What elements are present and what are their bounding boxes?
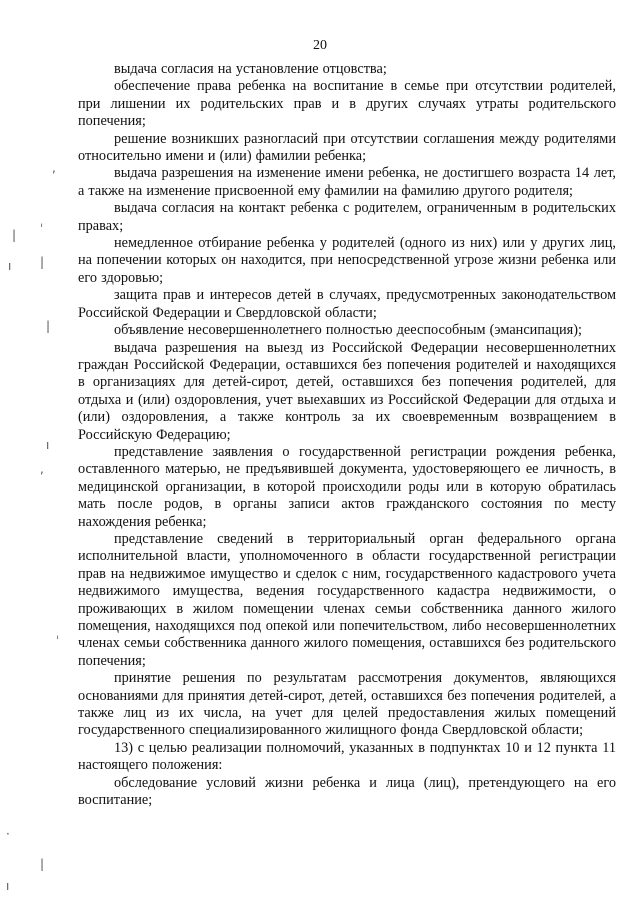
margin-mark: |: [12, 228, 17, 242]
document-body: [78, 61, 616, 809]
paragraph: защита прав и интересов детей в случаях, предусмотренных законодательством Российской Федерации и Свердловской области;: [78, 287, 616, 321]
margin-mark: ,: [40, 462, 44, 476]
margin-mark: ,: [52, 161, 56, 175]
paragraph: 13) с целью реализации полномочий, указанных в подпунктах 10 и 12 пункта 11 настоящего положения:: [78, 739, 616, 774]
margin-mark: ˌ: [56, 626, 60, 640]
margin-mark: ı: [46, 438, 50, 452]
paragraph: объявление несовершеннолетнего полностью дееспособным (эмансипация);: [114, 322, 582, 339]
margin-mark: |: [40, 857, 45, 871]
paragraph: решение возникших разногласий при отсутствии соглашения между родителями относительно имени и (или) фамилии ребенка;: [78, 130, 616, 165]
paragraph: принятие решения по результатам рассмотрения документов, являющихся основаниями для принятия детей-сирот, детей, оставшихся без попечения родителей, а также лиц из их числа, на учет для целей предоставления жилых помещений государственного специализированного жилищного фонда Свердловской области;: [78, 670, 616, 739]
paragraph: выдача согласия на контакт ребенка с родителем, ограниченным в родительских правах;: [78, 200, 616, 234]
margin-mark: ı: [6, 879, 10, 893]
margin-mark: ı: [8, 259, 12, 273]
margin-mark: ·: [6, 827, 10, 841]
paragraph: представление сведений в территориальный орган федерального органа исполнительной власти, уполномоченного в области государственной регистрации прав на недвижимое имущество и сделок с ним, государственного кадастрового учета недвижимого имущества, ведения государственного кадастра недвижимости, о проживающих в жилом помещении членах семьи собственника данного жилого помещения, находящихся под опекой или попечительством, либо несовершеннолетних членах семьи собственника данного жилого помещения, оставшихся без родительского попечения;: [78, 530, 616, 669]
margin-mark: |: [40, 255, 45, 269]
paragraph: немедленное отбирание ребенка у родителей (одного из них) или у других лиц, на попечении которых он находится, при непосредственной угрозе жизни ребенка или его здоровью;: [78, 235, 616, 286]
margin-mark: |: [46, 319, 51, 333]
paragraph: выдача разрешения на изменение имени ребенка, не достигшего возраста 14 лет, а также на изменение присвоенной ему фамилии на фамилию другого родителя;: [78, 165, 616, 199]
paragraph: выдача согласия на установление отцовства;: [114, 61, 387, 77]
paragraph: обеспечение права ребенка на воспитание в семье при отсутствии родителей, при лишении их родительских прав и в других случаях утраты родительского попечения;: [78, 78, 616, 130]
paragraph: обследование условий жизни ребенка и лица (лиц), претендующего на его воспитание;: [78, 774, 616, 809]
paragraph: представление заявления о государственной регистрации рождения ребенка, оставленного матерью, не предъявившей документа, удостоверяющего ее личность, в медицинской организации, в которой происходили роды или в которую обратилась мать после родов, в органы записи актов гражданского состояния по месту нахождения ребенка;: [78, 443, 616, 530]
margin-mark: ˌ: [40, 214, 44, 228]
page-number: 20: [313, 38, 327, 53]
paragraph: выдача разрешения на выезд из Российской Федерации несовершеннолетних граждан Российской Федерации, оставшихся без попечения родителей и находящихся в организациях для детей-сирот, детей, оставшихся без попечения родителей, для отдыха и (или) оздоровления, учет выехавших из Российской Федерации для отдыха и (или) оздоровления, а также контроль за их своевременным возвращением в Российскую Федерацию;: [78, 339, 616, 443]
